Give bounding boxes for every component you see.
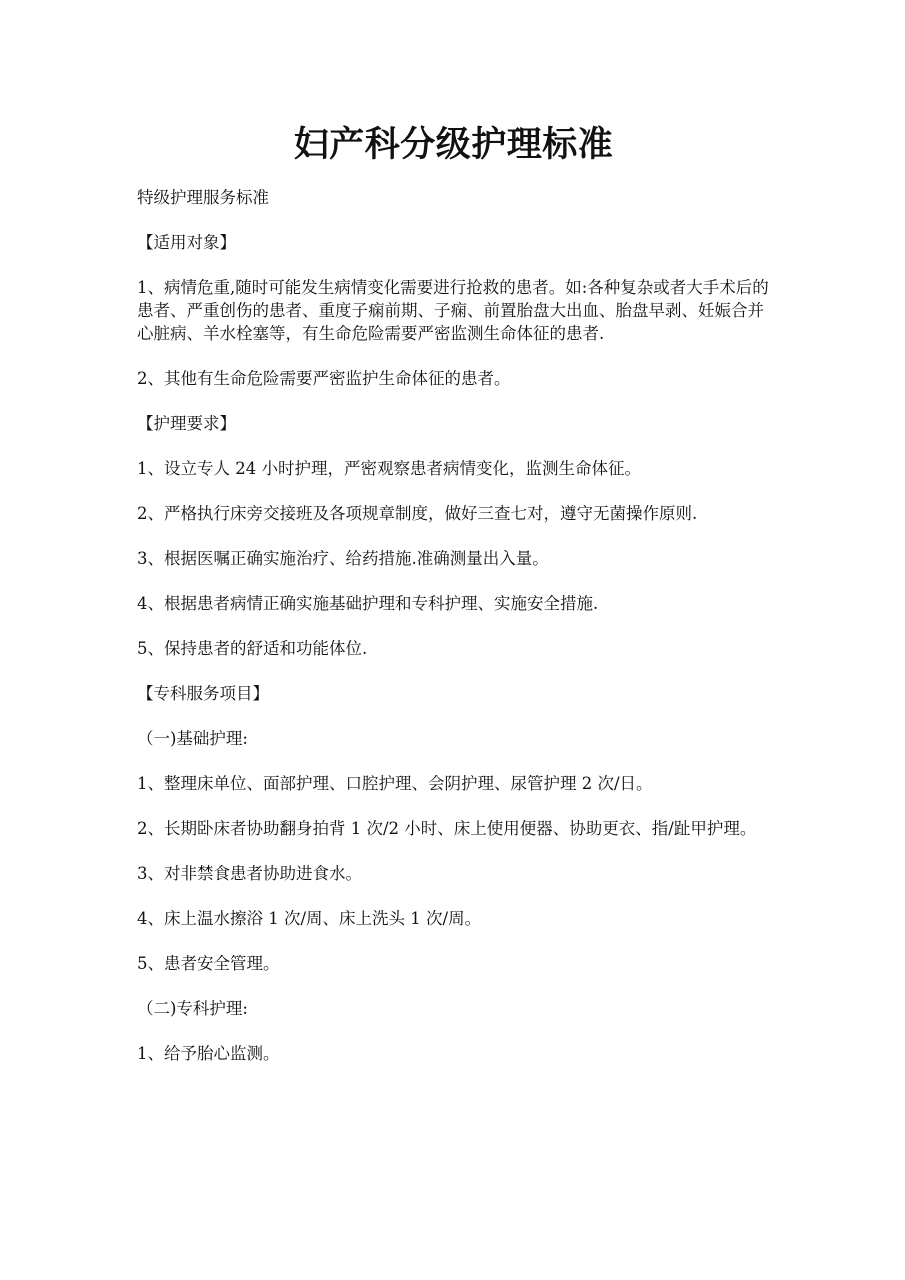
subsection-basic-care: （一)基础护理: bbox=[137, 729, 248, 748]
paragraph-requirement-4: 4、根据患者病情正确实施基础护理和专科护理、实施安全措施. bbox=[137, 594, 599, 613]
document-title: 妇产科分级护理标准 bbox=[293, 125, 614, 165]
paragraph-basic-1: 1、整理床单位、面部护理、口腔护理、会阴护理、尿管护理 2 次/日。 bbox=[137, 774, 653, 793]
paragraph-specialty-1: 1、给予胎心监测。 bbox=[137, 1044, 280, 1063]
section-label-specialty-services: 【专科服务项目】 bbox=[137, 684, 269, 703]
paragraph-basic-2: 2、长期卧床者协助翻身拍背 1 次/2 小时、床上使用便器、协助更衣、指/趾甲护理。 bbox=[137, 819, 757, 838]
section-heading-special-care: 特级护理服务标准 bbox=[137, 188, 269, 207]
section-label-care-requirements: 【护理要求】 bbox=[137, 414, 236, 433]
document-body bbox=[137, 186, 772, 1065]
paragraph-basic-4: 4、床上温水擦浴 1 次/周、床上洗头 1 次/周。 bbox=[137, 909, 482, 928]
section-label-applicable-patients: 【适用对象】 bbox=[137, 233, 236, 252]
paragraph-requirement-2: 2、严格执行床旁交接班及各项规章制度，做好三查七对，遵守无菌操作原则. bbox=[137, 504, 698, 523]
paragraph-applicable-1: 1、病情危重,随时可能发生病情变化需要进行抢救的患者。如:各种复杂或者大手术后的患者、严重创伤的患者、重度子痫前期、子痫、前置胎盘大出血、胎盘早剥、妊娠合并心脏病、羊水栓塞等，有生命危险需要严密监测生命体征的患者. bbox=[137, 278, 769, 343]
paragraph-basic-3: 3、对非禁食患者协助进食水。 bbox=[137, 864, 362, 883]
paragraph-basic-5: 5、患者安全管理。 bbox=[137, 954, 280, 973]
subsection-specialty-care: （二)专科护理: bbox=[137, 999, 248, 1018]
paragraph-applicable-2: 2、其他有生命危险需要严密监护生命体征的患者。 bbox=[137, 369, 511, 388]
paragraph-requirement-5: 5、保持患者的舒适和功能体位. bbox=[137, 639, 368, 658]
paragraph-requirement-3: 3、根据医嘱正确实施治疗、给药措施.准确测量出入量。 bbox=[137, 549, 549, 568]
paragraph-requirement-1: 1、设立专人 24 小时护理，严密观察患者病情变化，监测生命体征。 bbox=[137, 459, 641, 478]
